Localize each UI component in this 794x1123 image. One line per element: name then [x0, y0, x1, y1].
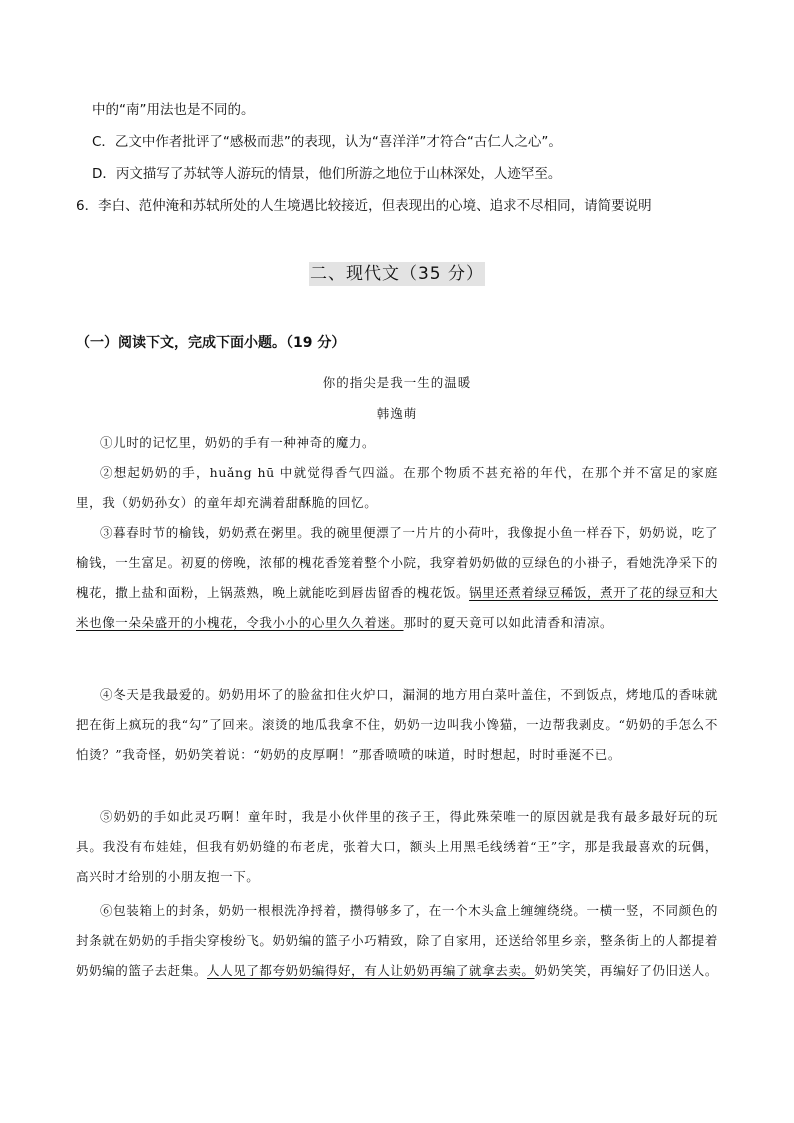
article-title: 你的指尖是我一生的温暖	[322, 375, 472, 390]
paragraph-6	[76, 896, 718, 986]
paragraph-4: ④冬天是我最爱的。奶奶用坏了的脸盆扣住火炉口，漏洞的地方用白菜叶盖住，不到饭点，烤地瓜的香味就把在街上疯玩的我“勾”了回来。滚烫的地瓜我拿不住，奶奶一边叫我小馋猫，一边帮我剥皮。“奶奶的手怎么不怕烫？”我奇怪，奶奶笑着说：“奶奶的皮厚啊！”那香喷喷的味道，时时想起，时时垂涎不已。	[76, 687, 718, 762]
question-continuation: 中的“南”用法也是不同的。	[92, 102, 255, 118]
paragraph-3-text-b: 那时的夏天竟可以如此清香和清凉。	[403, 615, 614, 630]
article-author: 韩逸萌	[376, 406, 418, 421]
option-c: C．乙文中作者批评了“感极而悲”的表现，认为“喜洋洋”才符合“古仁人之心”。	[92, 134, 562, 150]
paragraph-5: ⑤奶奶的手如此灵巧啊！童年时，我是小伙伴里的孩子王，得此殊荣唯一的原因就是我有最多最好玩的玩具。我没有布娃娃，但我有奶奶缝的布老虎，张着大口，额头上用黑毛线绣着“王”字，那是我最喜欢的玩偶，高兴时才给别的小朋友抱一下。	[76, 809, 718, 884]
paragraph-3	[76, 518, 718, 638]
paragraph-6-text-a: ⑥包装箱上的封条，奶奶一根根洗净捋着，攒得够多了，在一个木头盒上缠缠绕绕。一横一竖，不同颜色的封条就在奶奶的手指尖穿梭纷飞。奶奶编的篮子小巧精致，除了自家用，还送给邻里乡亲，整条街上的人都提着奶奶编的篮子去赶集。	[76, 903, 718, 978]
paragraph-3-text-a: ③暮春时节的榆钱，奶奶煮在粥里。我的碗里便漂了一片片的小荷叶，我像捉小鱼一样吞下，奶奶说，吃了榆钱，一生富足。初夏的傍晚，浓郁的槐花香笼着整个小院，我穿着奶奶做的豆绿色的小褂子，看她洗净采下的槐花，撒上盐和面粉，上锅蒸熟，晚上就能吃到唇齿留香的槐花饭。	[76, 525, 718, 600]
paragraph-6-text-b: 奶奶笑笑，再编好了仍旧送人。	[534, 963, 718, 978]
paragraph-2: ②想起奶奶的手，huǎng hū 中就觉得香气四溢。在那个物质不甚充裕的年代，在那个并不富足的家庭里，我（奶奶孙女）的童年却充满着甜酥脆的回忆。	[76, 465, 718, 510]
paragraph-6-underlined: 人人见了都夸奶奶编得好，有人让奶奶再编了就拿去卖。	[207, 963, 535, 978]
option-d: D．丙文描写了苏轼等人游玩的情景，他们所游之地位于山林深处，人迹罕至。	[92, 166, 562, 182]
section-title: 二、现代文（35 分）	[309, 264, 485, 284]
reading-instruction: （一）阅读下文，完成下面小题。（19 分）	[76, 335, 346, 351]
paragraph-3-underlined: 锅里还煮着绿豆稀饭，煮开了花的绿豆和大米也像一朵朵盛开的小槐花，令我小小的心里久久着迷。	[76, 585, 718, 630]
question-6: 6．李白、范仲淹和苏轼所处的人生境遇比较接近，但表现出的心境、追求不尽相同，请简要说明	[76, 198, 652, 214]
paragraph-1: ①儿时的记忆里，奶奶的手有一种神奇的魔力。	[100, 435, 376, 450]
